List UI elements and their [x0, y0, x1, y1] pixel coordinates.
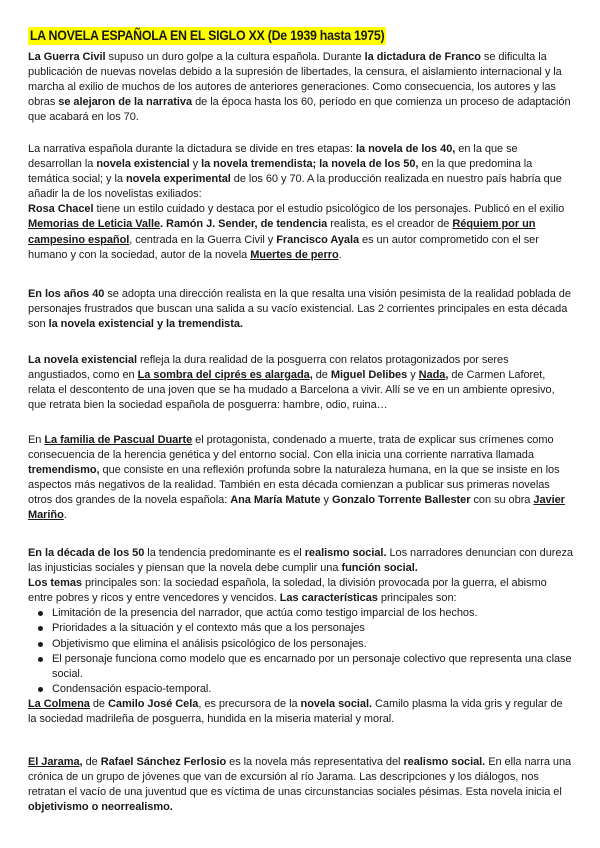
paragraph-pascual-duarte: En La familia de Pascual Duarte el protagonista, condenado a muerte, trata de explicar sus crímenes como consecuencia de la herencia genética y del entorno social. Con ella inicia una corriente narrativa llamada tremendismo, que consiste en una reflexión profunda sobre la naturaleza humana, en la que se insiste en los aspectos más negativos de la realidad. También en esta década comienzan a publicar sus primeras novelas otros dos grandes de la novela española: Ana María Matute y Gonzalo Torrente Ballester con su obra Javier Mariño.: [28, 434, 565, 522]
text-block-anos-40: [28, 287, 573, 332]
list-item: Condensación espacio-temporal.: [28, 682, 573, 697]
list-item: Limitación de la presencia del narrador, que actúa como testigo imparcial de los hechos.: [28, 606, 573, 621]
caracteristicas-list: [28, 606, 573, 697]
paragraph-el-jarama: El Jarama, de Rafael Sánchez Ferlosio es la novela más representativa del realismo social. En ella narra una crónica de un grupo de jóvenes que van de excursión al río Jarama. Las descripciones y los diálogos, nos retratan el vacío de una juventud que es víctima de unas circunstancias sociales pésimas. Esta novela inicia el objetivismo o neorrealismo.: [28, 756, 572, 814]
text-block-existencial: [28, 353, 573, 413]
text-block-intro: [28, 50, 573, 125]
list-item: El personaje funciona como modelo que es encarnado por un personaje colectivo que representa una clase social.: [28, 652, 573, 682]
text-block-pascual-duarte: [28, 433, 573, 524]
paragraph-la-colmena: La Colmena de Camilo José Cela, es precursora de la novela social. Camilo plasma la vida gris y regular de la sociedad madrileña de posguerra, hundida en la miseria material y moral.: [28, 697, 563, 726]
document-title: LA NOVELA ESPAÑOLA EN EL SIGLO XX (De 1939 hasta 1975): [29, 28, 385, 43]
paragraph-anos-40: En los años 40 se adopta una dirección realista en la que resalta una visión pesimista de la realidad poblada de personajes frustrados que buscan una salida a su vacío existencial. Las 2 corrientes principales en esta década son la novela existencial y la tremendista.: [28, 288, 571, 331]
text-block-etapas: [28, 142, 573, 263]
paragraph-guerra-civil: La Guerra Civil supuso un duro golpe a la cultura española. Durante la dictadura de Franco se dificulta la publicación de nuevas novelas debido a la supresión de libertades, la censura, el aislamiento internacional y la marcha al exilio de muchos de los autores de anteriores generaciones. Como consecuencia, los autores y las obras se alejaron de la narrativa de la época hasta los 60, período en que comienza un proceso de adaptación que acabará en los 70.: [28, 51, 571, 124]
paragraph-temas: Los temas principales son: la sociedad española, la soledad, la división provocada por la guerra, el abismo entre pobres y ricos y entre vencedores y vencidos. Las características principales son:: [28, 577, 547, 605]
paragraph-tres-etapas: La narrativa española durante la dictadura se divide en tres etapas: la novela de los 40, en la que se desarrollan la novela existencial y la novela tremendista; la novela de los 50, en la que predomina la temática social; y la novela experimental de los 60 y 70. A la producción realizada en nuestro país habría que añadir la de los novelistas exiliados:: [28, 143, 562, 201]
list-item: Prioridades a la situación y el contexto más que a los personajes: [28, 621, 573, 636]
paragraph-exiliados: Rosa Chacel tiene un estilo cuidado y destaca por el estudio psicológico de los personajes. Publicó en el exilio Memorias de Leticia Valle. Ramón J. Sender, de tendencia realista, es el creador de Réquiem por un campesino español, centrada en la Guerra Civil y Francisco Ayala es un autor comprometido con el ser humano y con la sociedad, autor de la novela Muertes de perro.: [28, 203, 565, 261]
text-block-decada-50: [28, 546, 573, 727]
list-item: Objetivismo que elimina el análisis psicológico de los personajes.: [28, 637, 573, 652]
text-block-el-jarama: [28, 755, 573, 815]
paragraph-decada-50: En la década de los 50 la tendencia predominante es el realismo social. Los narradores denuncian con dureza las injusticias sociales y piensan que la novela debe cumplir una función social.: [28, 547, 574, 575]
paragraph-novela-existencial: La novela existencial refleja la dura realidad de la posguerra con relatos protagonizados por seres angustiados, como en La sombra del ciprés es alargada, de Miguel Delibes y Nada, de Carmen Laforet, relata el descontento de una joven que se ha mudado a Barcelona a vivir. Allí se ve en un ambiente opresivo, que retrata bien la sociedad española de posguerra: hambre, odio, ruina…: [28, 354, 555, 412]
